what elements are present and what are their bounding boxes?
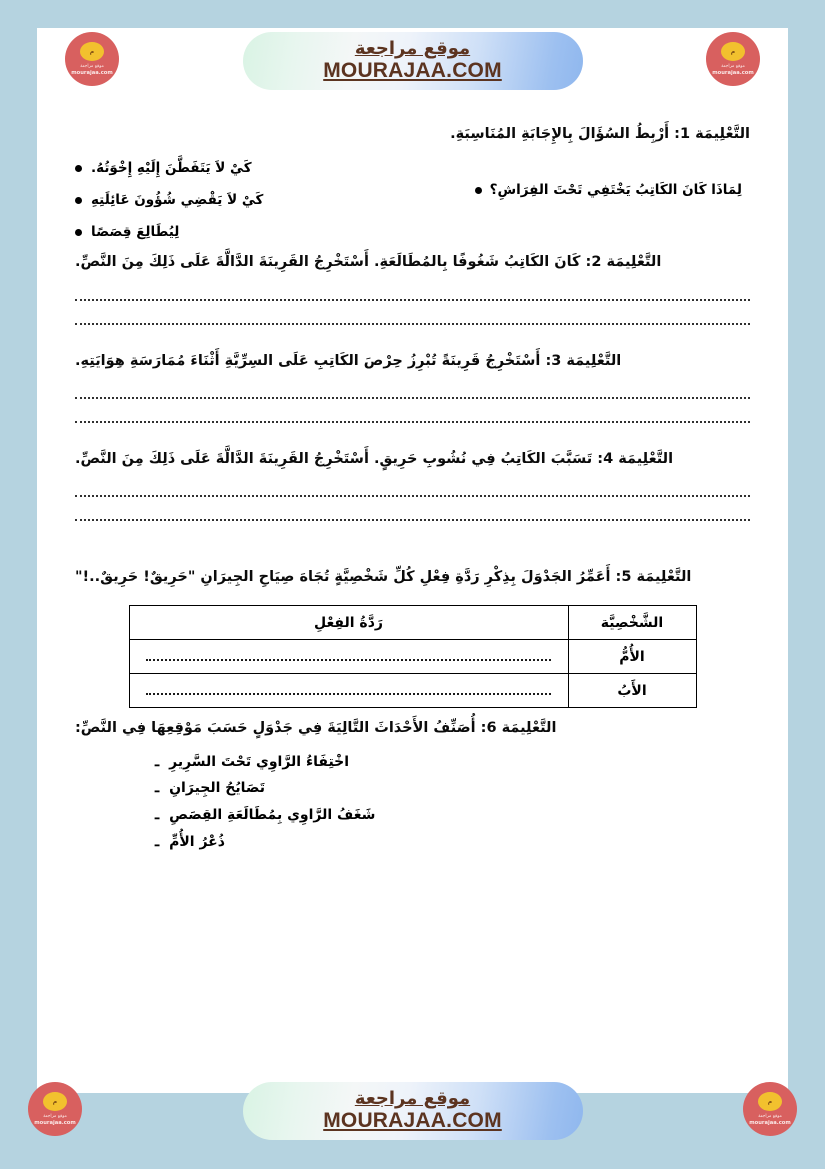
worksheet-content: [75, 120, 750, 856]
matching-answers: [75, 152, 495, 248]
answer-line[interactable]: [75, 495, 750, 497]
logo-sub-arabic-right: موقع مراجعة: [721, 64, 745, 69]
logo-oval-mark: م: [43, 1092, 67, 1111]
exercise-4-prompt: التَّعْلِيمَة 4: تَسَبَّبَ الكَاتِبُ فِي نُشُوبِ حَرِيقٍ. أَسْتَخْرِجُ القَرِينَةَ الدَّالَّةَ عَلَى ذَلِكَ مِنَ النَّصِّ.: [75, 450, 674, 467]
list-item-label: اخْتِفَاءُ الرَّاوِي تَحْتَ السَّرِيرِ: [169, 753, 350, 770]
table-header-reaction: رَدَّةُ الفِعْلِ: [129, 606, 568, 640]
dash-marker-icon: ـ: [155, 779, 160, 796]
exercise-6-prompt: التَّعْلِيمَة 6: أُصَنِّفُ الأَحْدَاثَ التَّالِيَةَ فِي جَدْوَلٍ حَسَبَ مَوْقِعِهَا فِي النَّصِّ:: [75, 720, 557, 737]
dash-marker-icon: ـ: [155, 752, 160, 769]
exercise-3-answer-area[interactable]: [75, 397, 750, 423]
brand-pill-bottom: [243, 1082, 583, 1140]
exercise-6-event-list: [75, 749, 750, 857]
reaction-table-wrapper: [75, 605, 750, 708]
matching-question[interactable]: [475, 182, 742, 198]
brand-arabic-top: موقع مراجعة: [354, 38, 471, 60]
matching-answer-text: كَيْ لاَ يَقْضِي شُؤُونَ عَائِلَتِهِ: [91, 192, 264, 209]
exercise-3-prompt: التَّعْلِيمَة 3: أَسْتَخْرِجُ قَرِينَةً تُبْرِزُ حِرْصَ الكَاتِبِ عَلَى السِرِّيَّةِ أَثْنَاءَ مُمَارَسَةِ هِوَايَتِهِ.: [75, 352, 622, 369]
table-row: [129, 640, 696, 674]
footer-banner: [0, 1078, 825, 1144]
brand-url-top[interactable]: MOURAJAA.COM: [323, 58, 502, 82]
logo-sub-url-right-footer: mourajaa.com: [749, 1119, 791, 1126]
exercise-5-prompt: التَّعْلِيمَة 5: أَعَمِّرُ الجَدْوَلَ بِذِكْرِ رَدَّةِ فِعْلِ كُلِّ شَخْصِيَّةٍ تُجَاهَ صِيَاحِ الجِيرَانِ "حَرِيقٌ! حَرِيقٌ..!": [75, 569, 692, 586]
reaction-table: [129, 605, 697, 708]
logo-sub-url-left: mourajaa.com: [71, 69, 113, 76]
logo-icon-left: [65, 32, 119, 86]
exercise-2-answer-area[interactable]: [75, 299, 750, 325]
bullet-dot-icon[interactable]: [75, 229, 82, 236]
list-item-label: شَغَفُ الرَّاوِي بِمُطَالَعَةِ القِصَصِ: [169, 807, 376, 824]
dash-marker-icon: ـ: [155, 806, 160, 823]
matching-answer-text: لِيُطَالِعَ قِصَصًا: [91, 224, 180, 241]
answer-line[interactable]: [146, 693, 551, 695]
logo-subtext-right-footer: [749, 1114, 791, 1126]
logo-oval-mark: م: [80, 42, 104, 61]
exercise-4-answer-area[interactable]: [75, 495, 750, 521]
logo-sub-arabic-left-footer: موقع مراجعة: [43, 1114, 67, 1119]
dash-marker-icon: ـ: [155, 833, 160, 850]
table-cell-reaction-input[interactable]: [129, 640, 568, 674]
list-item[interactable]: [75, 775, 750, 802]
answer-line[interactable]: [146, 659, 551, 661]
list-item[interactable]: [75, 802, 750, 829]
logo-icon-right: [706, 32, 760, 86]
table-header-person: الشَّخْصِيَّة: [568, 606, 696, 640]
bullet-dot-icon[interactable]: [75, 165, 82, 172]
matching-answer-item[interactable]: [75, 216, 495, 248]
list-item[interactable]: [75, 749, 750, 776]
logo-oval-mark-right: م: [758, 1092, 782, 1111]
logo-subtext-right: [712, 64, 754, 76]
bullet-dot-icon[interactable]: [75, 197, 82, 204]
matching-question-text: لِمَاذَا كَانَ الكَاتِبُ يَخْتَفِي تَحْتَ الفِرَاشِ؟: [489, 182, 742, 199]
header-banner: [37, 28, 788, 94]
logo-subtext-left-footer: [34, 1114, 76, 1126]
matching-answer-item[interactable]: [75, 184, 495, 216]
logo-sub-arabic-right-footer: موقع مراجعة: [758, 1114, 782, 1119]
list-item-label: ذُعْرُ الأُمِّ: [169, 834, 225, 851]
answer-line[interactable]: [75, 421, 750, 423]
table-cell-reaction-input[interactable]: [129, 674, 568, 708]
brand-url-bottom[interactable]: MOURAJAA.COM: [323, 1108, 502, 1132]
spacer: [75, 543, 750, 563]
exercise-2-prompt: التَّعْلِيمَة 2: كَانَ الكَاتِبُ شَغُوفًا بِالمُطَالَعَةِ. أَسْتَخْرِجُ القَرِينَةَ الدَّالَّةَ عَلَى ذَلِكَ مِنَ النَّصِّ.: [75, 254, 662, 271]
table-row: [129, 674, 696, 708]
logo-icon-right-footer: [743, 1082, 797, 1136]
logo-subtext-left: [71, 64, 113, 76]
answer-line[interactable]: [75, 323, 750, 325]
answer-line[interactable]: [75, 299, 750, 301]
matching-answer-item[interactable]: [75, 152, 495, 184]
table-cell-person: الأَبُ: [568, 674, 696, 708]
logo-icon-left-footer: [28, 1082, 82, 1136]
logo-sub-arabic-left: موقع مراجعة: [80, 64, 104, 69]
logo-sub-url-right: mourajaa.com: [712, 69, 754, 76]
logo-oval-mark-right: م: [721, 42, 745, 61]
answer-line[interactable]: [75, 397, 750, 399]
brand-pill-top: [243, 32, 583, 90]
list-item[interactable]: [75, 829, 750, 856]
list-item-label: تَصَايُحُ الجِيرَانِ: [169, 780, 265, 797]
answer-line[interactable]: [75, 519, 750, 521]
table-header-row: [129, 606, 696, 640]
reaction-table-body: [129, 640, 696, 708]
worksheet-page: [37, 28, 788, 1093]
table-cell-person: الأُمُّ: [568, 640, 696, 674]
exercise-1-prompt: التَّعْلِيمَة 1: أَرْبِطُ السُؤَالَ بِالإِجَابَةِ المُنَاسِبَةِ.: [450, 126, 750, 142]
reaction-table-head: [129, 606, 696, 640]
exercise-1-matching: [75, 152, 750, 248]
brand-arabic-bottom: موقع مراجعة: [354, 1088, 471, 1110]
logo-sub-url-left-footer: mourajaa.com: [34, 1119, 76, 1126]
matching-answer-text: كَيْ لاَ يَتَفَطَّنَ إِلَيْهِ إِخْوَتُهُ.: [91, 160, 252, 177]
